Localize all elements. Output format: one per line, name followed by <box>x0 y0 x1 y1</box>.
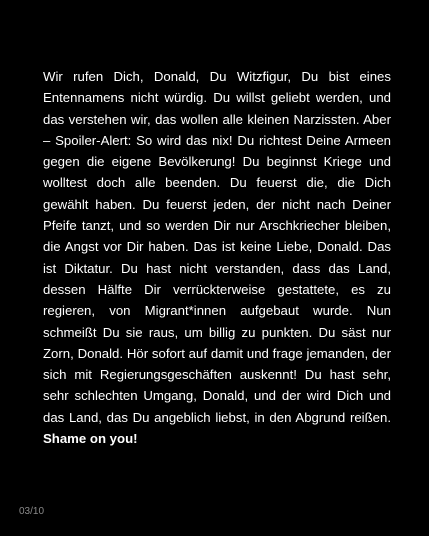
slide-closing-bold: Shame on you! <box>43 431 138 447</box>
slide-body-text <box>43 66 391 449</box>
page-counter: 03/10 <box>19 506 45 517</box>
slide-body-main: Wir rufen Dich, Donald, Du Witzfigur, Du bist eines Entennamens nicht würdig. Du willst geliebt werden, und das verstehen wir, das wollen alle kleinen Narzissten. Aber – Spoiler-Alert: So wird das nix! Du richtest Deine Armeen gegen die eigene Bevölkerung! Du beginnst Kriege und wolltest doch alle beenden. Du feuerst die, die Dich gewählt haben. Du feuerst jeden, der nicht nach Deiner Pfeife tanzt, und so werden Dir nur Arschkriecher bleiben, die Angst vor Dir haben. Das ist keine Liebe, Donald. Das ist Diktatur. Du hast nicht verstanden, dass das Land, dessen Hälfte Dir verrückterweise gestattete, es zu regieren, von Migrant*innen aufgebaut wurde. Nun schmeißt Du sie raus, um billig zu punkten. Du säst nur Zorn, Donald. Hör sofort auf damit und frage jemanden, der sich mit Regierungsgeschäften auskennt! Du hast sehr, sehr schlechten Umgang, Donald, und der wird Dich und das Land, das Du angeblich liebst, in den Abgrund reißen. <box>43 69 391 425</box>
